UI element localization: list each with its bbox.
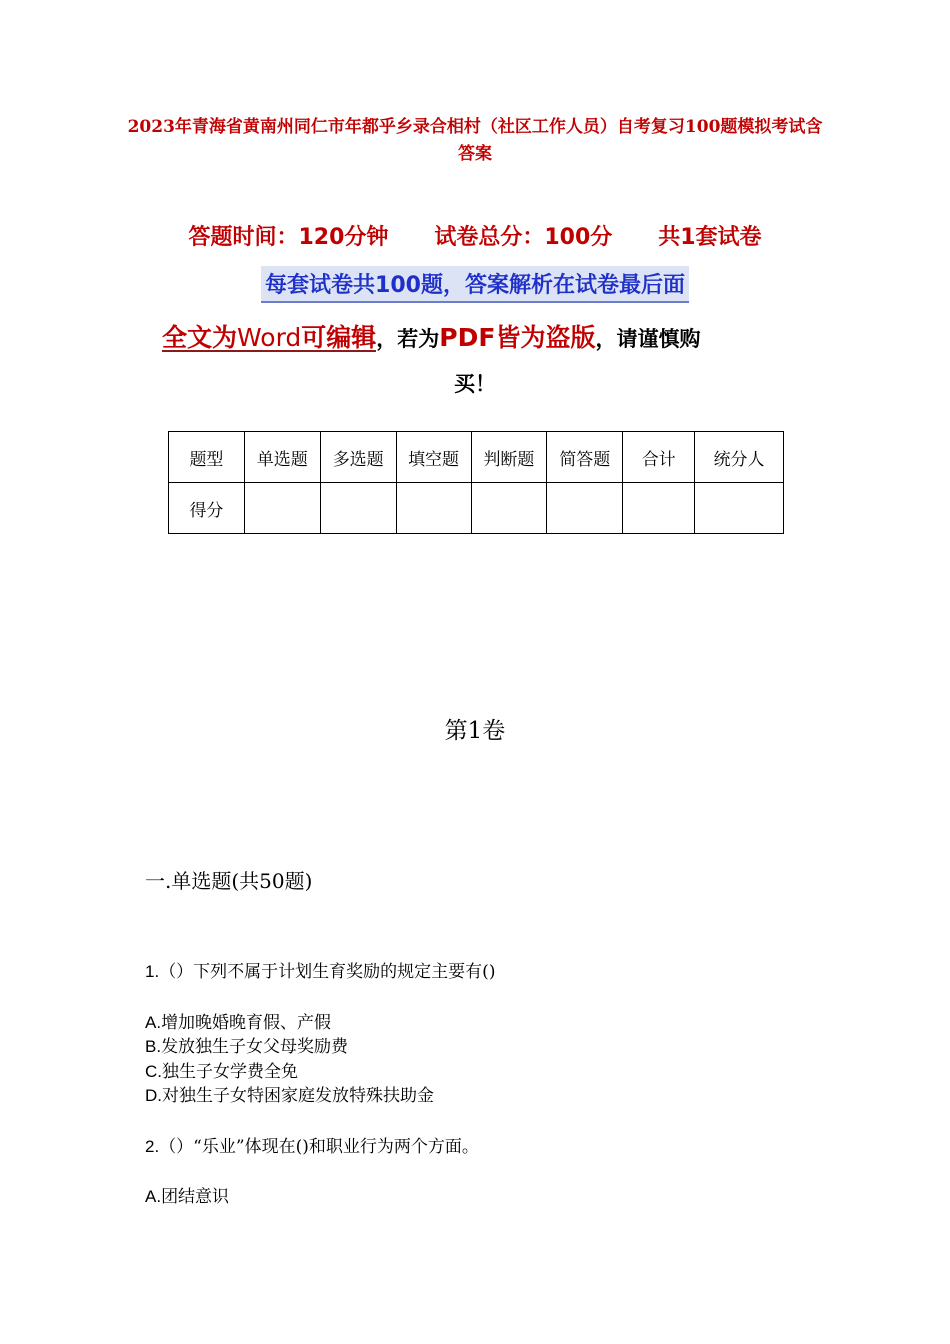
score-cell [471,483,547,534]
question-text: （）下列不属于计划生育奖励的规定主要有() [159,962,496,982]
score-table-score-row [169,483,784,534]
score-cell [623,483,695,534]
option-text: 发放独生子女父母奖励费 [161,1037,349,1057]
option-text: 团结意识 [161,1187,230,1207]
edit-part4: PDF皆为盗版 [439,323,596,352]
table-header-cell: 判断题 [471,432,547,483]
edit-notice-line2: 买！ [454,372,496,396]
question-stem [145,957,495,982]
score-cell [320,483,396,534]
score-cell [695,483,784,534]
exam-info: 答题时间：120分钟 试卷总分：100分 共1套试卷 [188,225,762,250]
option-item [145,1032,348,1057]
table-header-cell: 简答题 [547,432,623,483]
notice-wrap [0,266,950,303]
question-number: 1. [145,962,160,981]
edit-notice [162,314,802,365]
option-item [145,1182,229,1207]
table-header-cell: 统分人 [695,432,784,483]
option-text: 独生子女学费全免 [162,1062,298,1082]
section-heading: 一.单选题(共50题) [145,869,313,893]
edit-comma2: ， [595,327,617,351]
option-item [145,1008,331,1033]
score-cell [396,483,471,534]
option-item [145,1081,434,1106]
score-table [168,431,784,534]
edit-part2: 可编辑 [301,323,377,352]
question-number: 2. [145,1137,160,1156]
edit-word: Word [237,323,302,352]
document-title: 2023年青海省黄南州同仁市年都乎乡录合相村（社区工作人员）自考复习100题模拟考试含答案 [127,117,823,164]
score-cell [547,483,623,534]
option-key: D. [145,1086,162,1105]
option-text: 增加晚婚晚育假、产假 [161,1013,332,1033]
edit-part1: 全文为 [162,323,238,352]
table-row-label: 得分 [169,483,245,534]
option-key: A. [145,1013,162,1032]
option-key: C. [145,1062,162,1081]
table-header-cell: 填空题 [396,432,471,483]
question-stem [145,1132,479,1157]
volume-heading: 第1卷 [444,718,506,744]
edit-part3: 若为 [397,327,440,351]
table-header-cell: 题型 [169,432,245,483]
edit-underlined [162,323,377,352]
score-cell [244,483,320,534]
table-header-cell: 多选题 [320,432,396,483]
notice-banner: 每套试卷共100题，答案解析在试卷最后面 [261,266,689,303]
score-table-header-row [169,432,784,483]
table-header-cell: 单选题 [244,432,320,483]
question-text: （）“乐业”体现在()和职业行为两个方面。 [159,1137,479,1157]
option-item [145,1057,298,1082]
edit-comma1: ， [376,327,398,351]
option-key: A. [145,1187,162,1206]
option-text: 对独生子女特困家庭发放特殊扶助金 [162,1086,434,1106]
table-header-cell: 合计 [623,432,695,483]
option-key: B. [145,1037,162,1056]
edit-part5: 请谨慎购 [616,327,701,351]
